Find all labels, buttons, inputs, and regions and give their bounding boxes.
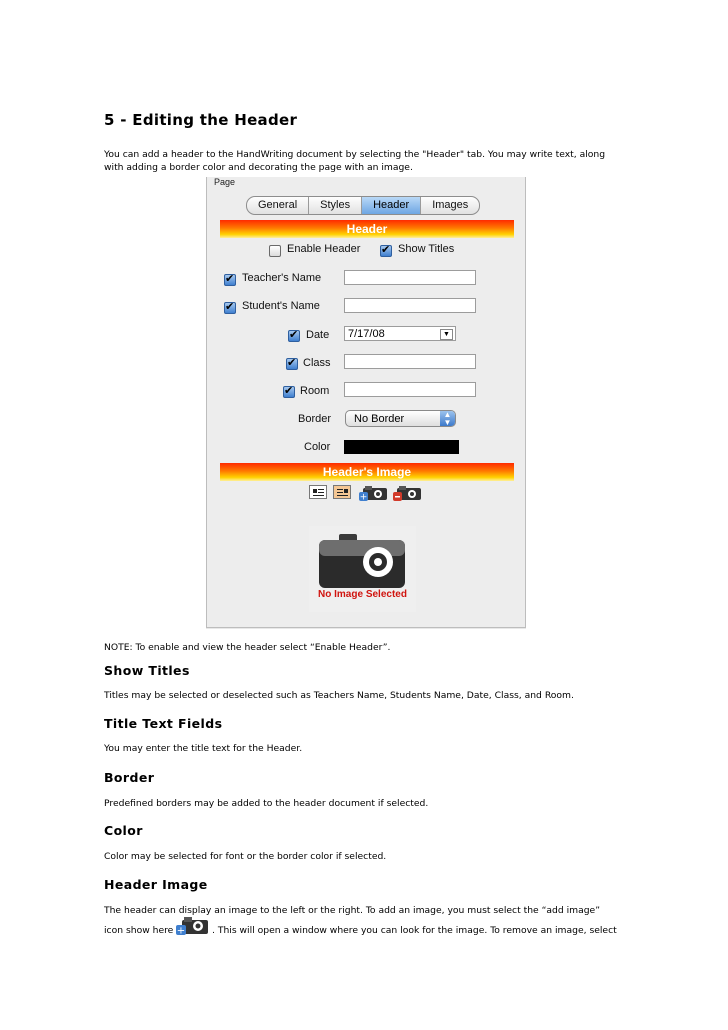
note-paragraph: NOTE: To enable and view the header select “Enable Header”. <box>104 642 391 653</box>
header-settings-screenshot <box>206 177 526 629</box>
class-label: Class <box>303 357 331 369</box>
tab-general[interactable]: General <box>247 197 309 214</box>
intro-paragraph: You can add a header to the HandWriting document by selecting the "Header" tab. You may write text, along with adding a border color and decorating the page with an image. <box>104 149 606 173</box>
date-label: Date <box>306 329 330 341</box>
settings-tabs <box>246 196 480 215</box>
last-line-end: . This will open a window where you can look for the image. To remove an image, select <box>212 925 617 936</box>
section-text-title-text-fields: You may enter the title text for the Header. <box>104 743 303 754</box>
teachers-name-checkbox[interactable] <box>224 274 236 286</box>
students-name-label: Student's Name <box>242 300 320 312</box>
add-image-icon[interactable] <box>359 484 389 502</box>
class-field[interactable] <box>344 354 476 369</box>
section-text-show-titles: Titles may be selected or deselected such as Teachers Name, Students Name, Date, Class, and Room. <box>104 690 574 701</box>
show-titles-label: Show Titles <box>398 243 455 255</box>
no-image-label: No Image Selected <box>318 589 407 600</box>
border-select[interactable] <box>345 410 456 427</box>
section-title-header-image: Header Image <box>104 877 208 892</box>
show-titles-checkbox[interactable] <box>380 245 392 257</box>
tab-header[interactable]: Header <box>362 197 421 214</box>
align-right-button[interactable] <box>333 485 351 499</box>
tab-styles[interactable]: Styles <box>309 197 362 214</box>
page-title: 5 - Editing the Header <box>104 111 298 129</box>
color-swatch[interactable] <box>344 440 459 454</box>
enable-header-checkbox[interactable] <box>269 245 281 257</box>
inline-add-image-icon <box>176 914 210 936</box>
tab-images[interactable]: Images <box>432 199 469 211</box>
header-section-bar: Header <box>220 220 514 238</box>
section-text-header-image: The header can display an image to the left or the right. To add an image, you must select the “add image” <box>104 905 600 916</box>
section-title-title-text-fields: Title Text Fields <box>104 716 223 731</box>
remove-image-icon[interactable] <box>393 484 423 502</box>
teachers-name-label: Teacher's Name <box>242 272 322 284</box>
teachers-name-field[interactable] <box>344 270 476 285</box>
date-dropdown-icon[interactable]: ▼ <box>440 329 453 340</box>
svg-text:+: + <box>359 492 368 502</box>
image-placeholder <box>309 526 416 612</box>
students-name-field[interactable] <box>344 298 476 313</box>
date-value: 7/17/08 <box>348 328 385 340</box>
enable-header-label: Enable Header <box>287 243 361 255</box>
section-title-color: Color <box>104 823 143 838</box>
border-value: No Border <box>354 413 405 425</box>
align-left-button[interactable] <box>309 485 327 499</box>
room-field[interactable] <box>344 382 476 397</box>
section-title-border: Border <box>104 770 155 785</box>
border-label: Border <box>298 413 332 425</box>
room-checkbox[interactable] <box>283 386 295 398</box>
select-arrows-icon: ▲ ▼ <box>440 411 455 426</box>
color-label: Color <box>304 441 331 453</box>
page-group-label: Page <box>214 177 236 187</box>
header-image-section-bar: Header's Image <box>220 463 514 481</box>
students-name-checkbox[interactable] <box>224 302 236 314</box>
room-label: Room <box>300 385 330 397</box>
last-line-start: icon show here <box>104 925 174 936</box>
class-checkbox[interactable] <box>286 358 298 370</box>
section-text-color: Color may be selected for font or the border color if selected. <box>104 851 387 862</box>
date-field[interactable] <box>344 326 456 341</box>
date-checkbox[interactable] <box>288 330 300 342</box>
camera-icon <box>317 532 407 590</box>
svg-text:+: + <box>176 925 186 936</box>
section-text-border: Predefined borders may be added to the header document if selected. <box>104 798 429 809</box>
section-title-show-titles: Show Titles <box>104 663 190 678</box>
